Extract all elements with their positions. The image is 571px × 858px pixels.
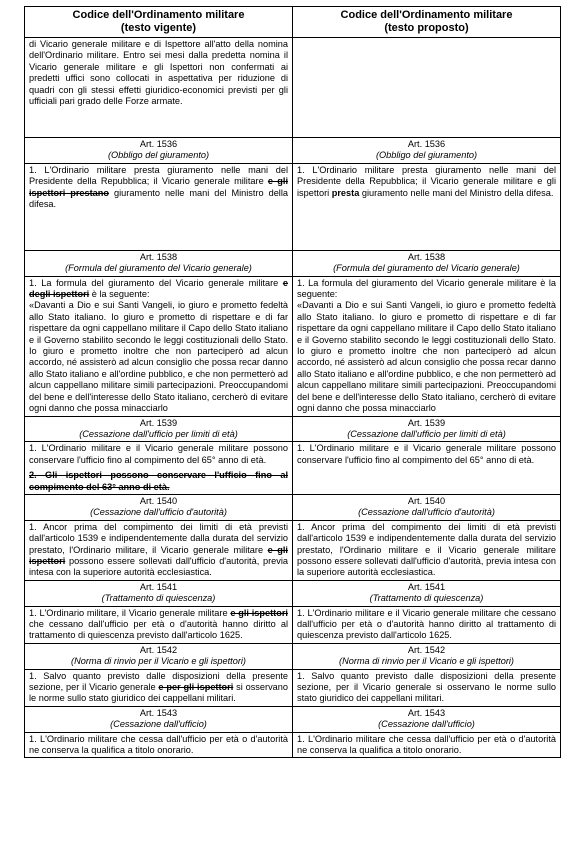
article-number: Art. 1536 [407,139,446,149]
article-title: (Formula del giuramento del Vicario generale) [333,263,520,274]
article-heading-row [25,138,561,164]
text-segment: giuramento nelle mani del Ministro della difesa. [29,187,288,210]
article-heading-left [25,250,293,276]
article-title: (Obbligo del giuramento) [107,150,210,161]
article-number: Art. 1539 [407,417,446,428]
text-segment: possono essere sollevati dall'ufficio d'autorità, previa intesa con la superiore autorità ecclesiastica. [29,555,288,578]
header-right-title: Codice dell'Ordinamento militare [340,9,513,21]
deleted-text: 2. Gli ispettori possono conservare l'ufficio fino al compimento del 63° anno di età. [29,470,288,492]
article-heading-row [25,250,561,276]
article-heading-right [293,643,561,669]
article-heading-left [25,580,293,606]
article-text-right: 1. Ancor prima del compimento dei limiti di età previsti dall'articolo 1539 e indipendentemente dalla durata del servizio prestato, l'Ordinario militare e il Vicario generale militare possono essere sollevati dall'ufficio d'autorità, previa intesa con la superiore autorità ecclesiastica. [293,520,561,580]
article-text-row [25,606,561,643]
text-segment: 1. L'Ordinario militare presta giuramento nelle mani del Presidente della Repubblica; il Vicario generale militare [29,164,288,187]
article-text-right: 1. L'Ordinario militare che cessa dall'ufficio per età o d'autorità ne conserva la qualifica a titolo onorario. [293,732,561,758]
article-title: (Cessazione dall'ufficio d'autorità) [90,507,227,518]
inserted-text: presta [331,187,360,198]
article-heading-row [25,580,561,606]
article-heading-row [25,416,561,442]
oath-quote: «Davanti a Dio e sui Santi Vangeli, io giuro e prometto fedeltà allo Stato italiano. Io giuro e prometto di rispettare e di far rispettare da ogni cappellano militare il Capo dello Stato italiano e il Governo stabilito secondo le leggi costituzionali dello Stato. Io giuro e prometto inoltre che non parteciperò ad alcun accordo, né assisterò ad alcun consiglio che possa recar danno allo Stato italiano e all'ordine pubblico, e che non permetterò ad alcun cappellano militare simili partecipazioni. Preoccupandomi del bene e dell'interesse dello Stato italiano, cercherò di evitare ogni danno che possa minacciarlo [29,300,288,414]
article-text-row [25,276,561,416]
text-segment: 1. L'Ordinario militare presta giuramento nelle mani del Presidente della Repubblica; il Vicario generale militare e gli ispettori [297,164,556,198]
article-number: Art. 1539 [139,417,178,428]
deleted-text: e gli ispettori prestano [29,176,288,198]
text-segment: è la seguente: [89,289,150,300]
article-heading-row [25,494,561,520]
article-heading-left [25,494,293,520]
oath-quote: «Davanti a Dio e sui Santi Vangeli, io giuro e prometto fedeltà allo Stato italiano. Io giuro e prometto di rispettare e di far rispettare da ogni cappellano militare il Capo dello Stato italiano e il Governo stabilito secondo le leggi costituzionali dello Stato. Io giuro e prometto inoltre che non parteciperò ad alcun accordo, né assisterò ad alcun consiglio che possa recar danno allo Stato italiano e all'ordine pubblico, e che non permetterò ad alcun cappellano militare simili partecipazioni. Preoccupandomi del bene e dell'interesse dello Stato italiano, cercherò di evitare ogni danno che possa minacciarlo [297,300,556,414]
text-segment: si osservano le norme sullo stato giuridico dei cappellani militari. [29,682,288,704]
text-segment: 1. L'Ordinario militare e il Vicario generale militare possono conservare l'ufficio fino al compimento del 65° anno di età. [297,443,556,465]
article-title: (Formula del giuramento del Vicario generale) [65,263,252,274]
article-title: (Cessazione dall'ufficio per limiti di età) [79,428,238,439]
article-title: (Cessazione dall'ufficio) [110,719,207,730]
text-segment: 1. La formula del giuramento del Vicario generale militare [29,277,283,288]
article-heading-right [293,138,561,164]
intro-left-text: di Vicario generale militare e di Ispettore all'atto della nomina dell'Ordinario militare. Entro sei mesi dalla predetta nomina il Vicario generale militare e gli Ispettori non confermati ai predetti uffici sono collocati in aspettativa per riduzione di quadri con gli stessi effetti giuridico-economici previsti per gli ufficiali pari grado delle Forze armate. [25,38,293,138]
deleted-text: e degli ispettori [29,277,288,300]
article-text-left [25,276,293,416]
intro-right-text [293,38,561,138]
header-current-text [25,7,293,38]
article-text-left [25,606,293,643]
article-text-left: 1. L'Ordinario militare che cessa dall'ufficio per età o d'autorità ne conserva la qualifica a titolo onorario. [25,732,293,758]
article-heading-left [25,416,293,442]
article-heading-right [293,416,561,442]
article-text-left [25,520,293,580]
text-segment: 1. Salvo quanto previsto dalle disposizioni della presente sezione, per il Vicario generale [29,670,288,693]
article-number: Art. 1542 [139,644,178,655]
article-heading-left [25,706,293,732]
article-text-right [293,276,561,416]
article-title: (Cessazione dall'ufficio) [378,719,475,730]
header-proposed-text [293,7,561,38]
deleted-text: e per gli ispettori [158,682,234,693]
article-title: (Norma di rinvio per il Vicario e gli ispettori) [339,656,514,667]
article-number: Art. 1541 [139,581,178,592]
article-number: Art. 1540 [139,495,178,506]
article-number: Art. 1541 [407,581,446,592]
deleted-text: e gli ispettori [29,544,288,566]
article-title: (Cessazione dall'ufficio d'autorità) [358,507,495,518]
article-text-left [25,669,293,706]
article-text-left [25,442,293,495]
article-heading-row [25,706,561,732]
article-heading-left [25,643,293,669]
article-number: Art. 1543 [407,707,446,718]
text-segment: 1. L'Ordinario militare, il Vicario generale militare [29,607,231,618]
deleted-text: e gli ispettori [230,607,288,618]
article-heading-left [25,138,293,164]
header-right-subtitle: (testo proposto) [384,21,469,34]
text-segment: 1. Ancor prima del compimento dei limiti di età previsti dall'articolo 1539 e indipendentemente dalla durata del servizio prestato, l'Ordinario militare, il Vicario generale militare [29,521,288,555]
article-number: Art. 1538 [407,251,446,262]
intro-row [25,38,561,138]
header-left-subtitle: (testo vigente) [120,21,197,34]
article-text-row [25,520,561,580]
article-text-right [293,163,561,250]
article-text-right: 1. Salvo quanto previsto dalle disposizioni della presente sezione, per il Vicario generale si osservano le norme sullo stato giuridico dei cappellani militari. [293,669,561,706]
article-text-right [293,442,561,495]
comparison-table [24,6,561,758]
article-title: (Cessazione dall'ufficio per limiti di età) [347,428,506,439]
article-number: Art. 1542 [407,644,446,655]
article-number: Art. 1538 [139,251,178,262]
article-heading-row [25,643,561,669]
article-title: (Norma di rinvio per il Vicario e gli ispettori) [71,656,246,667]
article-number: Art. 1543 [139,707,178,718]
article-text-left [25,163,293,250]
header-row [25,7,561,38]
article-heading-right [293,250,561,276]
article-heading-right [293,494,561,520]
article-number: Art. 1536 [139,139,178,149]
article-title: (Trattamento di quiescenza) [369,593,484,604]
article-heading-right [293,706,561,732]
article-text-right: 1. L'Ordinario militare e il Vicario generale militare che cessano dall'ufficio per età o d'autorità hanno diritto al trattamento di quiescenza previsto dall'articolo 1625. [293,606,561,643]
text-segment: 1. L'Ordinario militare e il Vicario generale militare possono conservare l'ufficio fino al compimento del 65° anno di età. [29,443,288,465]
text-segment: che cessano dall'ufficio per età o d'autorità hanno diritto al trattamento di quiescenza previsto dall'articolo 1625. [29,619,288,641]
article-title: (Trattamento di quiescenza) [101,593,216,604]
header-left-title: Codice dell'Ordinamento militare [72,9,245,21]
text-segment: giuramento nelle mani del Ministro della difesa. [359,187,554,198]
text-segment: 1. La formula del giuramento del Vicario generale militare è la seguente: [297,277,556,300]
article-text-row [25,442,561,495]
article-number: Art. 1540 [407,495,446,506]
article-title: (Obbligo del giuramento) [375,150,478,161]
article-text-row [25,669,561,706]
article-text-row [25,732,561,758]
article-heading-right [293,580,561,606]
article-text-row [25,163,561,250]
